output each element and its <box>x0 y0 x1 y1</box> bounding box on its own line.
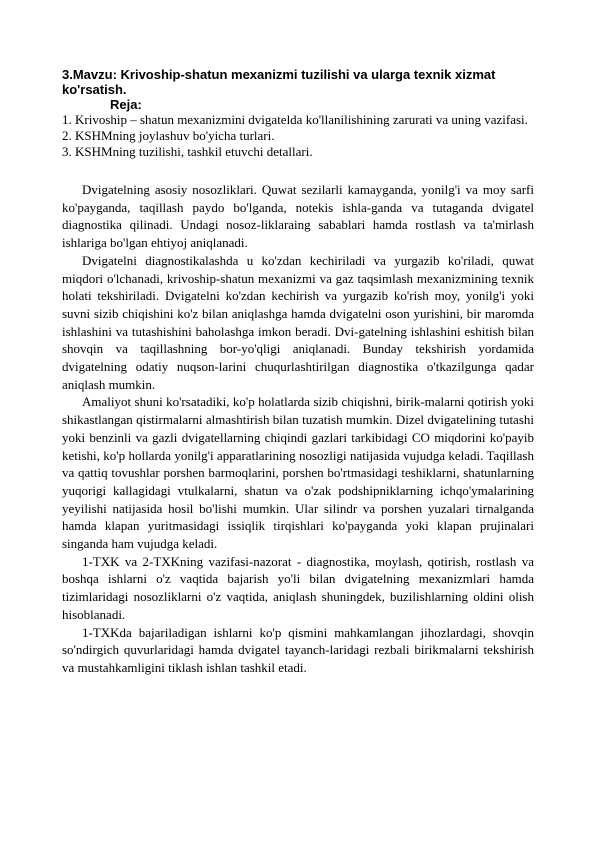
paragraph: 1-TXKda bajariladigan ishlarni ko'p qismini mahkamlangan jihozlardagi, shovqin so'ndirgich quvurlaridagi hamda dvigatel tayanch-laridagi rezbali birikmalarni tekshirish va mustahkamligini tiklash ishlan tashkil etadi. <box>62 624 534 675</box>
document-title: 3.Mavzu: Krivoship-shatun mexanizmi tuzilishi va ularga texnik xizmat ko'rsatish. <box>62 67 496 97</box>
paragraph: Amaliyot shuni ko'rsatadiki, ko'p holatlarda sizib chiqishni, birik-malarni qotirish yoki shikastlangan qistirmalarni almashtirish bilan tuzatish mumkin. Dizel dvigatelining tutashi yoki benzinli va gazli dvigatellarning chiqindi gazlari tarkibidagi CO miqdorini ko'payib ketishi, ko'p hollarda yonilg'i apparatlarining nosozligi natijasida vujudga keladi. Taqillash va qattiq tovushlar porshen barmoqlarini, porshen bo'rtmasidagi teshiklarni, shatunlarning yuqorigi kallagidagi vtulkalarni, shatun va o'zak podshipniklarning ichqo'ymalarining yeyilishi natijasida hosil bo'lishi mumkin. Ular silindr va porshen yuzalari tirnalganda hamda klapan yuritmasidagi issiqlik tirqishlari ko'payganda yoki klapan prujinalari singanda ham vujudga keladi. <box>62 394 534 552</box>
paragraph: Dvigatelning asosiy nosozliklari. Quwat sezilarli kamayganda, yonilg'i va moy sarfi ko'payganda, taqillash paydo bo'lganda, notekis ishla-ganda va tutaganda dvigatel diagnostika qilinadi. Undagi nosoz-liklaraing sabablari hamda rostlash va ta'mirlash ishlariga bo'lgan ehtiyoj aniqlanadi. <box>62 182 534 251</box>
document-page <box>62 67 534 677</box>
body-text <box>62 181 534 677</box>
plan-list <box>62 112 534 160</box>
plan-heading: Reja: <box>110 97 142 112</box>
plan-item: 3. KSHMning tuzilishi, tashkil etuvchi detallari. <box>62 144 313 159</box>
paragraph: Dvigatelni diagnostikalashda u ko'zdan kechiriladi va yurgazib ko'riladi, quwat miqdori o'lchanadi, krivoship-shatun mexanizmi va gaz taqsimlash mexanizmining texnik holati tekshiriladi. Dvigatelni ko'zdan kechirish va yurgazib ko'rish moy, yonilg'i yoki suvni sizib chiqishini ko'z bilan aniqlashga hamda dvigatelni oson yurishini, bir maromda ishlashini va tutashishini baholashga imkon beradi. Dvi-gatelning ishlashini eshitish bilan shovqin va taqillashning bor-yo'qligi aniqlanadi. Bunday tekshirish yordamida dvigatelning odatiy nuqson-larini chuqurlashtirilgan diagnostika o'tkazilgunga qadar aniqlash mumkin. <box>62 252 534 392</box>
plan-item: 1. Krivoship – shatun mexanizmini dvigatelda ko'llanilishining zarurati va uning vazifasi. <box>62 112 528 127</box>
paragraph: 1-TXK va 2-TXKning vazifasi-nazorat - diagnostika, moylash, qotirish, rostlash va boshqa ishlarni o'z vaqtida bajarish yo'li bilan dvigatelning mexanizmlari hamda tizimlaridagi nosozliklarni o'z vaqtida, aniqlash shuningdek, buzilishlarning oldini olish hisoblanadi. <box>62 553 534 622</box>
plan-item: 2. KSHMning joylashuv bo'yicha turlari. <box>62 128 275 143</box>
